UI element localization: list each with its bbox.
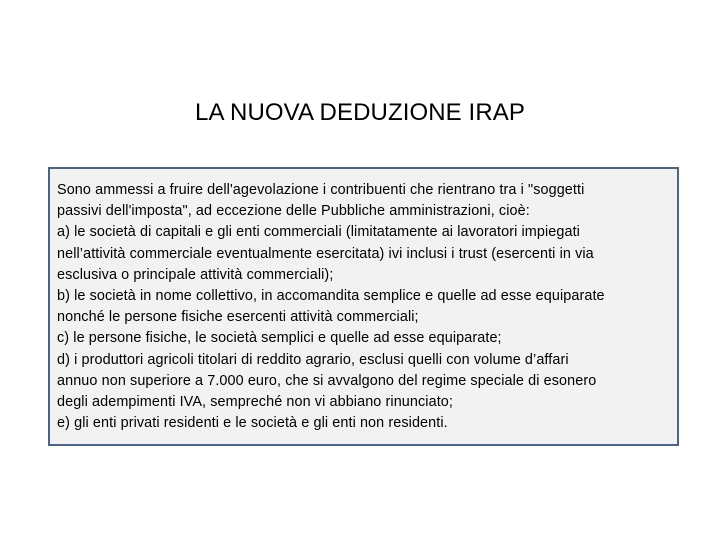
- content-line-1: Sono ammessi a fruire dell'agevolazione i contribuenti che rientrano tra i "soggetti: [57, 182, 585, 198]
- content-line-4: nell’attività commerciale eventualmente esercitata) ivi inclusi i trust (esercenti in via: [57, 245, 594, 262]
- content-line-12: e) gli enti privati residenti e le società e gli enti non residenti.: [57, 415, 448, 432]
- content-box: [48, 167, 679, 446]
- content-line-8: c) le persone fisiche, le società semplici e quelle ad esse equiparate;: [57, 330, 502, 347]
- content-line-2: passivi dell'imposta", ad eccezione delle Pubbliche amministrazioni, cioè:: [57, 203, 530, 220]
- content-line-6: b) le società in nome collettivo, in accomandita semplice e quelle ad esse equiparate: [57, 288, 605, 305]
- content-line-11: degli adempimenti IVA, sempreché non vi abbiano rinunciato;: [57, 394, 454, 411]
- slide-title: LA NUOVA DEDUZIONE IRAP: [195, 99, 525, 126]
- content-line-9: d) i produttori agricoli titolari di reddito agrario, esclusi quelli con volume d’affari: [57, 351, 569, 368]
- content-line-3: a) le società di capitali e gli enti commerciali (limitatamente ai lavoratori impiegati: [57, 224, 580, 241]
- content-line-5: esclusiva o principale attività commerciali);: [57, 266, 334, 283]
- content-line-10: annuo non superiore a 7.000 euro, che si avvalgono del regime speciale di esonero: [57, 372, 597, 389]
- content-line-7: nonché le persone fisiche esercenti attività commerciali;: [57, 309, 419, 326]
